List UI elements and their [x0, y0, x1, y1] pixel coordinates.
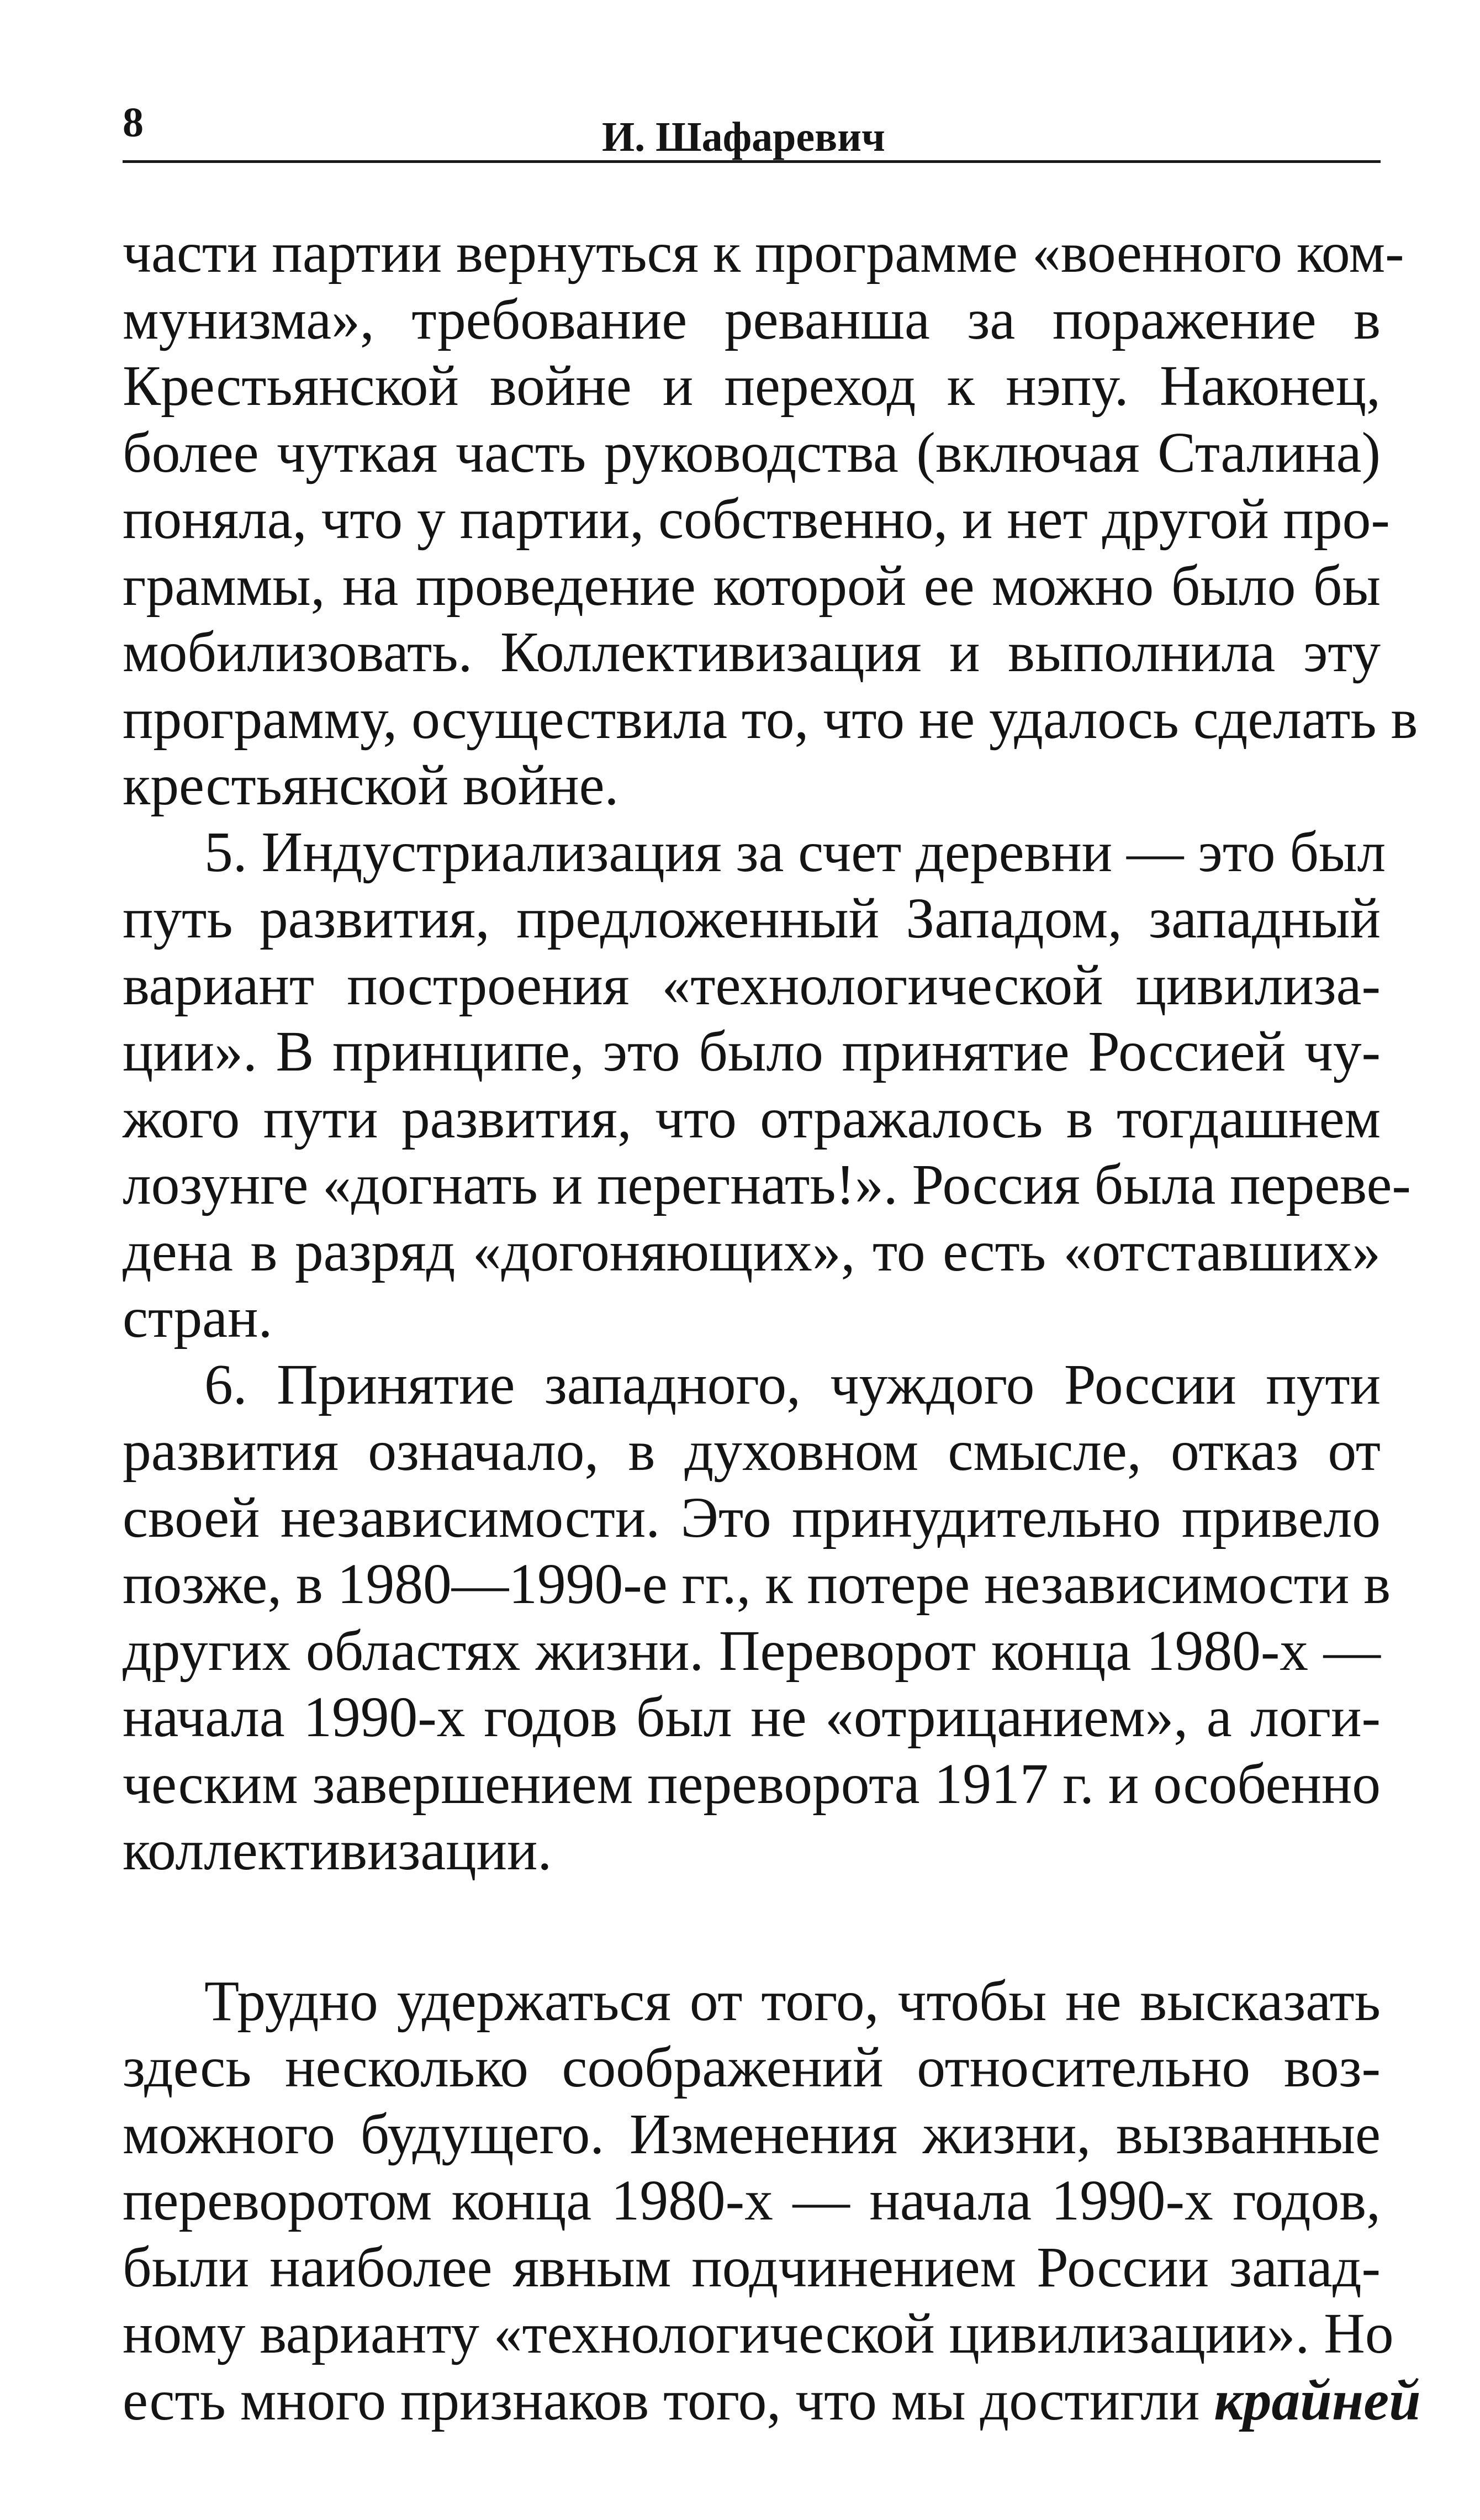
- text-line: ческим завершением переворота 1917 г. и особенно: [123, 1752, 1381, 1816]
- text-line: крестьянской войне.: [123, 754, 619, 817]
- text-line: ному варианту «технологической цивилизации». Но: [123, 2302, 1394, 2365]
- page-number: 8: [123, 99, 144, 146]
- text-line: позже, в 1980—1990-е гг., к потере независимости в: [123, 1553, 1391, 1616]
- text-line: части партии вернуться к программе «военного ком-: [123, 222, 1404, 284]
- text-line: переворотом конца 1980-х — начала 1990-х годов,: [123, 2169, 1381, 2232]
- running-title: И. Шафаревич: [602, 114, 885, 160]
- body-text: [123, 220, 1421, 2434]
- text-line: начала 1990-х годов был не «отрицанием», а логи-: [123, 1686, 1381, 1749]
- text-line: Трудно удержаться от того, чтобы не высказать: [204, 1969, 1381, 2033]
- text-line: программу, осуществила то, что не удалось сделать в: [123, 687, 1418, 751]
- emphasized-word: крайней: [1214, 2369, 1421, 2432]
- text-line-final: [123, 2368, 1421, 2434]
- text-line: развития означало, в духовном смысле, отказ от: [123, 1420, 1381, 1483]
- running-header: [123, 94, 1381, 163]
- text-line: мобилизовать. Коллективизация и выполнила эту: [123, 621, 1381, 684]
- text-line: своей независимости. Это принудительно привело: [123, 1486, 1381, 1549]
- text-line: здесь несколько соображений относительно воз-: [123, 2036, 1381, 2099]
- paragraph-point-5: [123, 819, 1411, 1352]
- text-line: вариант построения «технологической цивилиза-: [123, 953, 1381, 1017]
- paragraph-continuation: [123, 220, 1418, 819]
- text-line: других областях жизни. Переворот конца 1980-х —: [123, 1619, 1381, 1683]
- text-line: дена в разряд «догоняющих», то есть «отставших»: [123, 1220, 1381, 1283]
- text-line: коллективизации.: [123, 1819, 552, 1882]
- text-line: граммы, на проведение которой ее можно было бы: [123, 554, 1381, 618]
- paragraph-future: [123, 1968, 1421, 2434]
- text-line: Крестьянской войне и переход к нэпу. Наконец,: [123, 355, 1381, 418]
- text-line: мунизма», требование реванша за поражение в: [123, 288, 1381, 351]
- text-line: стран.: [123, 1287, 273, 1349]
- text-line: 5. Индустриализация за счет деревни — это был: [204, 820, 1386, 884]
- text-line: были наиболее явным подчинением России запад-: [123, 2236, 1381, 2299]
- section-break: [123, 1884, 1381, 1968]
- text-fragment: есть много признаков того, что мы достигли: [123, 2369, 1200, 2432]
- paragraph-point-6: [123, 1352, 1391, 1884]
- text-line: 6. Принятие западного, чуждого России пути: [204, 1353, 1381, 1416]
- text-line: лозунге «догнать и перегнать!». Россия была переве-: [123, 1153, 1411, 1216]
- text-line: жого пути развития, что отражалось в тогдашнем: [123, 1087, 1381, 1150]
- text-line: ции». В принципе, это было принятие Россией чу-: [123, 1020, 1381, 1083]
- text-line: путь развития, предложенный Западом, западный: [123, 887, 1381, 950]
- text-line: более чуткая часть руководства (включая Сталина): [123, 421, 1381, 484]
- text-line: можного будущего. Изменения жизни, вызванные: [123, 2102, 1381, 2166]
- text-line: поняла, что у партии, собственно, и нет другой про-: [123, 488, 1390, 551]
